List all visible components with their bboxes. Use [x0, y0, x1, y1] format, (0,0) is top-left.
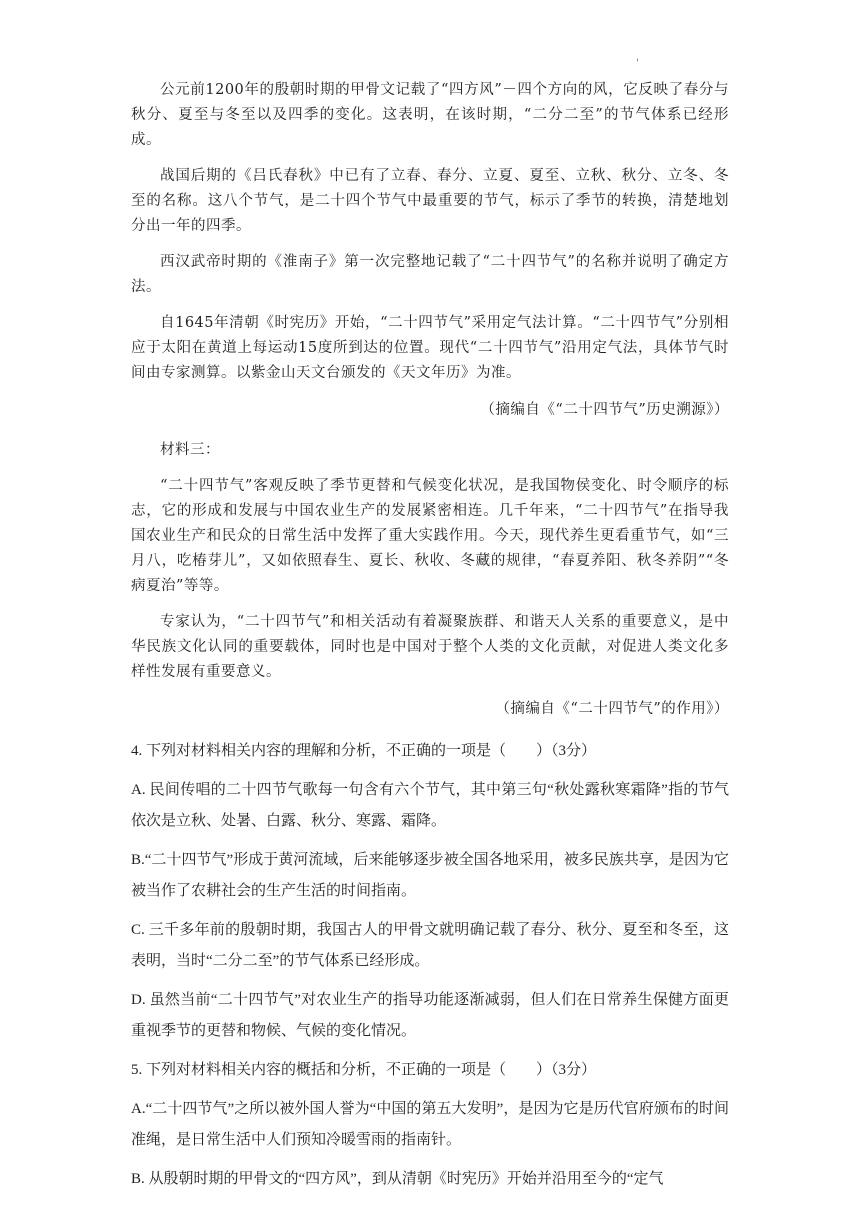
answer-option: C. 三千多年前的殷朝时期，我国古人的甲骨文就明确记载了春分、秋分、夏至和冬至，这表明，当时“二分二至”的节气体系已经形成。 [131, 922, 729, 969]
material-heading: 材料三： [160, 441, 220, 458]
material-paragraph: 西汉武帝时期的《淮南子》第一次完整地记载了“二十四节气”的名称并说明了确定方法。 [131, 254, 729, 295]
material-paragraph: “二十四节气”客观反映了季节更替和气候变化状况，是我国物侯变化、时令顺序的标志，它的形成和发展与中国农业生产的发展紧密相连。几千年来，“二十四节气”在指导我国农业生产和民众的日常生活中发挥了重大实践作用。今天，现代养生更看重节气，如“三月八，吃椿芽儿”，又如依照春生、夏长、秋收、冬藏的规律，“春夏养阳、秋冬养阴”“冬病夏治”等等。 [131, 477, 729, 594]
question-stem: 4. 下列对材料相关内容的理解和分析，不正确的一项是（ ）（3分） [131, 743, 597, 759]
page-marker: ' [636, 58, 639, 69]
material-paragraph: 自1645年清朝《时宪历》开始，“二十四节气”采用定气法计算。“二十四节气”分别相应于太阳在黄道上每运动15度所到达的位置。现代“二十四节气”沿用定气法，具体节气时间由专家测算。以紫金山天文台颁发的《天文年历》为准。 [131, 315, 729, 381]
answer-option: B. 从殷朝时期的甲骨文的“四方风”，到从清朝《时宪历》开始并沿用至今的“定气 [131, 1171, 664, 1187]
question-stem: 5. 下列对材料相关内容的概括和分析，不正确的一项是（ ）（3分） [131, 1062, 597, 1078]
answer-option: D. 虽然当前“二十四节气”对农业生产的指导功能逐渐减弱，但人们在日常养生保健方面更重视季节的更替和物候、气候的变化情况。 [131, 992, 729, 1039]
answer-option: B.“二十四节气”形成于黄河流域，后来能够逐步被全国各地采用，被多民族共享，是因为它被当作了农耕社会的生产生活的时间指南。 [131, 852, 729, 899]
source-citation: （摘编自《“二十四节气”历史溯源》） [480, 402, 729, 418]
material-paragraph: 公元前1200年的殷朝时期的甲骨文记载了“四方风”－四个方向的风，它反映了春分与秋分、夏至与冬至以及四季的变化。这表明，在该时期，“二分二至”的节气体系已经形成。 [131, 82, 729, 148]
source-citation: （摘编自《“二十四节气”的作用》） [495, 700, 729, 717]
material-paragraph: 战国后期的《吕氏春秋》中已有了立春、春分、立夏、夏至、立秋、秋分、立冬、冬至的名称。这八个节气，是二十四个节气中最重要的节气，标示了季节的转换，清楚地划分出一年的四季。 [131, 168, 729, 234]
answer-option: A. 民间传唱的二十四节气歌每一句含有六个节气，其中第三句“秋处露秋寒霜降”指的节气依次是立秋、处暑、白露、秋分、寒露、霜降。 [131, 782, 729, 829]
material-paragraph: 专家认为，“二十四节气”和相关活动有着凝聚族群、和谐天人关系的重要意义，是中华民族文化认同的重要载体，同时也是中国对于整个人类的文化贡献，对促进人类文化多样性发展有重要意义。 [131, 613, 729, 680]
answer-option: A.“二十四节气”之所以被外国人誉为“中国的第五大发明”，是因为它是历代官府颁布的时间准绳，是日常生活中人们预知冷暖雪雨的指南针。 [131, 1101, 729, 1148]
document-content [131, 78, 729, 1195]
